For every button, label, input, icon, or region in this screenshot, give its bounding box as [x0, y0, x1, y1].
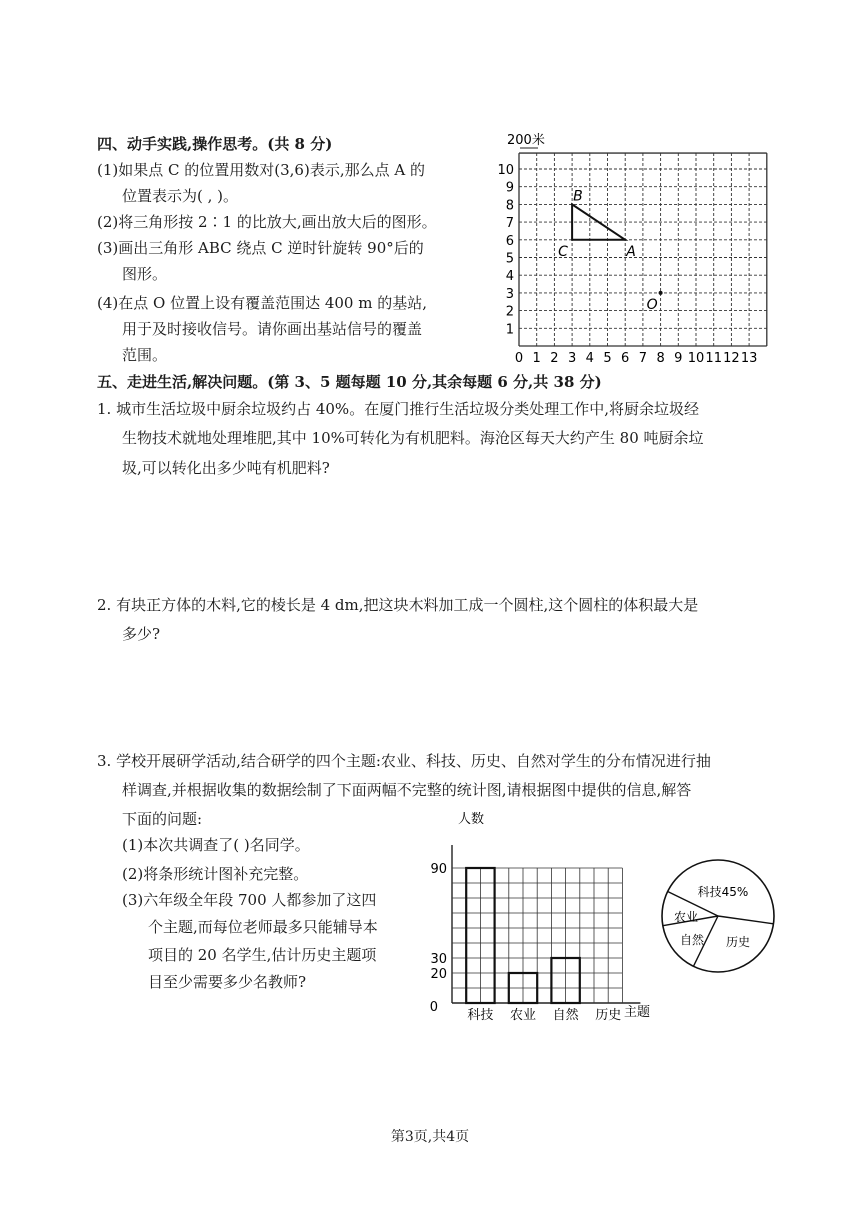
grid-y-tick: 8 [505, 198, 514, 214]
s5-p3-q3-line1: (3)六年级全年段 700 人都参加了这四 [122, 891, 377, 909]
s5-p3-q1: (1)本次共调查了( )名同学。 [122, 836, 310, 854]
s5-p3-q3-line2: 个主题,而每位老师最多只能辅导本 [148, 918, 378, 936]
grid-y-tick: 1 [505, 322, 514, 338]
grid-y-tick: 3 [505, 286, 514, 302]
s5-p1-line3: 圾,可以转化出多少吨有机肥料? [122, 459, 330, 477]
grid-x-tick: 10 [687, 351, 705, 366]
s5-p3-q3-line3: 项目的 20 名学生,估计历史主题项 [148, 946, 377, 964]
bar-category-label: 科技 [467, 1008, 494, 1023]
point-o-label: O [646, 296, 658, 313]
grid-x-tick: 5 [603, 351, 612, 366]
section5-heading: 五、走进生活,解决问题。(第 3、5 题每题 10 分,其余每题 6 分,共 38 分) [97, 373, 602, 391]
coordinate-grid [490, 128, 790, 373]
bar-x-axis-label: 主题 [624, 1005, 651, 1020]
s4-q3-line2: 图形。 [122, 265, 168, 283]
point-c-label: C [558, 243, 568, 260]
grid-x-tick: 0 [514, 351, 524, 366]
grid-y-tick: 9 [505, 180, 514, 196]
bar-y-tick: 90 [430, 862, 447, 877]
bar-y-tick: 0 [429, 1000, 438, 1015]
s5-p3-line2: 样调查,并根据收集的数据绘制了下面两幅不完整的统计图,请根据图中提供的信息,解答 [122, 781, 692, 799]
pie-label: 农业 [673, 910, 699, 924]
s5-p2-line2: 多少? [122, 625, 161, 643]
pie-label: 自然 [679, 933, 705, 947]
pie-label: 历史 [725, 935, 751, 949]
point-a-label: A [626, 243, 636, 260]
grid-x-tick: 3 [567, 351, 577, 366]
bar-category-label: 农业 [509, 1008, 537, 1023]
page-number: 第3页,共4页 [390, 1129, 470, 1145]
point-b-label: B [573, 188, 583, 205]
grid-y-tick: 10 [497, 163, 514, 178]
bar-y-tick: 20 [430, 967, 447, 982]
s4-q4-line2: 用于及时接收信号。请你画出基站信号的覆盖 [122, 320, 423, 338]
s4-q4-line1: (4)在点 O 位置上设有覆盖范围达 400 m 的基站, [97, 294, 428, 312]
grid-x-tick: 13 [740, 351, 758, 366]
s5-p3-line1: 3. 学校开展研学活动,结合研学的四个主题:农业、科技、历史、自然对学生的分布情况进行抽 [97, 752, 711, 770]
grid-x-tick: 6 [621, 351, 630, 366]
grid-x-tick: 1 [532, 351, 541, 366]
grid-x-tick: 4 [585, 351, 594, 366]
s4-q1-line2: 位置表示为( , )。 [122, 187, 239, 205]
bar-category-label: 自然 [552, 1008, 579, 1023]
s4-q1-line1: (1)如果点 C 的位置用数对(3,6)表示,那么点 A 的 [97, 161, 425, 179]
grid-y-tick: 4 [505, 269, 514, 285]
pie-slice-历史 [718, 916, 773, 924]
grid-x-tick: 9 [674, 351, 683, 366]
bar-y-tick: 30 [430, 952, 447, 967]
s4-q4-line3: 范围。 [122, 346, 168, 364]
grid-y-tick: 5 [505, 251, 514, 267]
grid-x-tick: 11 [705, 351, 722, 366]
grid-y-tick: 6 [505, 233, 514, 249]
s5-p3-line3: 下面的问题: [122, 810, 203, 828]
pie-label: 科技45% [697, 885, 749, 899]
pie-chart [660, 858, 785, 983]
bar-category-label: 历史 [595, 1008, 622, 1023]
s4-q3-line1: (3)画出三角形 ABC 绕点 C 逆时针旋转 90°后的 [97, 239, 424, 257]
point-o [659, 291, 663, 295]
s5-p3-q3-line4: 目至少需要多少名教师? [148, 973, 307, 991]
grid-y-tick: 2 [505, 304, 514, 320]
s5-p2-line1: 2. 有块正方体的木料,它的棱长是 4 dm,把这块木料加工成一个圆柱,这个圆柱的体积最大是 [97, 596, 699, 614]
s5-p1-line2: 生物技术就地处理堆肥,其中 10%可转化为有机肥料。海沧区每天大约产生 80 吨厨余垃 [122, 429, 704, 447]
grid-x-tick: 7 [638, 351, 648, 366]
section4-heading: 四、动手实践,操作思考。(共 8 分) [97, 135, 333, 153]
grid-y-tick: 7 [505, 216, 514, 232]
s4-q2: (2)将三角形按 2∶1 的比放大,画出放大后的图形。 [97, 213, 437, 231]
grid-x-tick: 2 [550, 351, 559, 366]
s5-p1-line1: 1. 城市生活垃圾中厨余垃圾约占 40%。在厦门推行生活垃圾分类处理工作中,将厨余垃圾经 [97, 400, 699, 418]
grid-scale-label: 200米 [507, 133, 545, 148]
bar-chart [420, 805, 670, 1030]
s5-p3-q2: (2)将条形统计图补充完整。 [122, 865, 309, 883]
grid-x-tick: 12 [723, 351, 740, 366]
bar-y-axis-label: 人数 [458, 812, 485, 827]
grid-x-tick: 8 [656, 351, 665, 366]
